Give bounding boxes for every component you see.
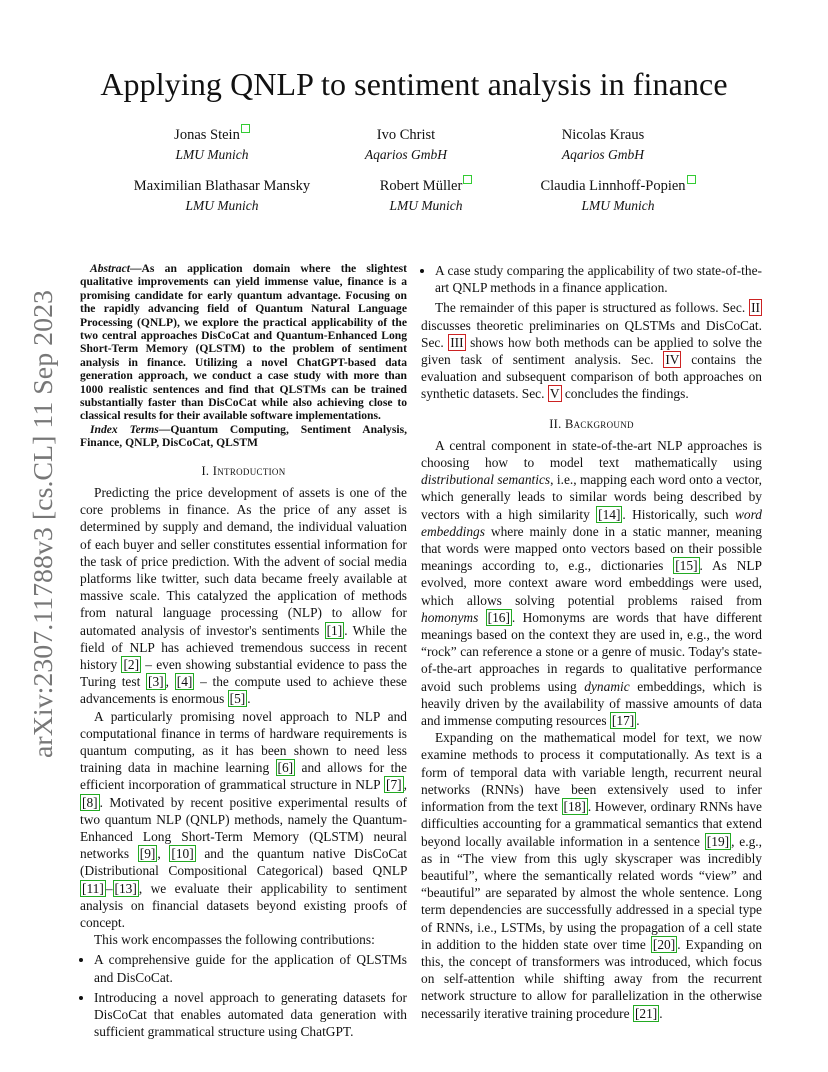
arxiv-identifier-stamp (18, 288, 64, 758)
author-affiliation: LMU Munich (185, 198, 259, 213)
citation-link[interactable]: [2] (123, 656, 140, 672)
author-name: Jonas Stein (174, 127, 240, 143)
section-heading-introduction: I. Introduction (201, 463, 286, 478)
citation-link[interactable]: [1] (326, 622, 343, 638)
emphasis: distributional semantics (421, 472, 551, 488)
abstract (80, 262, 407, 423)
text-run: . While the field of NLP has achieved tremendous success in recent history (80, 622, 407, 672)
author-block (473, 127, 733, 163)
citation-link[interactable]: [21] (634, 1005, 658, 1021)
text-run: where mainly done in a static manner, meaning that words were mapped onto vectors based on their possible meanings according to, e.g., dictionaries (421, 523, 762, 574)
structure-paragraph (421, 299, 762, 402)
text-run: . Motivated by recent positive experimental results of two quantum NLP (QNLP) methods, namely the Quantum-Enhanced Long Short-Term Memory (QLSTM) neural networks (80, 794, 407, 862)
author-affiliation: Aqarios GmbH (561, 147, 645, 162)
orcid-icon[interactable] (687, 175, 696, 184)
text-run: – (105, 880, 113, 896)
intro-paragraph-3: This work encompasses the following contributions: (94, 932, 375, 948)
intro-paragraph-1 (80, 484, 407, 708)
author-affiliation: Aqarios GmbH (364, 147, 448, 162)
text-run: discusses theoretic preliminaries on QLSTMs and DisCoCat. Sec. (421, 317, 762, 350)
emphasis: word embeddings (421, 506, 762, 539)
author-affiliation: LMU Munich (581, 198, 655, 213)
text-run: and allows for the efficient incorporation of grammatical structure in NLP (80, 760, 407, 793)
abstract-text: —As an application domain where the slightest qualitative improvements can yield immense value, finance is a promising candidate for early quantum advantage. Focusing on the rapidly advancing field of Quantum Natural Language Processing (QNLP), we explore the practical applicability of the two central approaches DisCoCat and Quantum-Enhanced Long Short-Term Memory (QLSTM) to the problem of sentiment analysis in finance. Utilizing a novel ChatGPT-based data generation approach, we conduct a case study with more than 1000 realistic sentences and find that QLSTMs can be trained substantially faster than DisCoCat while also achieving close to classical results for their available software implementations. (80, 262, 407, 423)
list-item: • A case study comparing the applicability of two state-of-the-art QNLP methods in a finance application. (435, 262, 762, 296)
section-heading-background: II. Background (549, 416, 634, 431)
emphasis: homonyms (421, 609, 479, 625)
text-run: Predicting the price development of assets is one of the core problems in finance. As the price of any asset is determined by supply and demand, the individual valuation of each buyer and seller constitutes essential information for the task of price prediction. With the advent of social media platforms like twitter, such data became freely available at massive scale. This catalyzed the application of methods from natural language processing (NLP) to allow for automated analysis of investor's sentiments (80, 484, 407, 638)
arxiv-identifier-text: arXiv:2307.11788v3 [cs.CL] 11 Sep 2023 (28, 305, 58, 758)
contributions-list-continued (421, 262, 762, 296)
list-item: • Introducing a novel approach to generating datasets for DisCoCat that enables automated data generation with sufficient grammatical structure using ChatGPT. (94, 989, 407, 1041)
orcid-icon[interactable] (241, 124, 250, 133)
text-run: A particularly promising novel approach to NLP and computational finance in terms of hardware requirements is quantum computing, as it has been shown to need less training data in machine learning (80, 708, 407, 776)
citation-link[interactable]: [19] (706, 833, 730, 849)
text-run: . Homonyms are words that have different meanings based on the context they are used in, e.g., the word “rock” can reference a stone or a genre of music. Today's state-of-the-art approaches in regards to qualitative performance avoid such problems using (421, 609, 762, 694)
author-affiliation: LMU Munich (175, 147, 249, 162)
citation-link[interactable]: [15] (675, 558, 698, 574)
citation-link[interactable]: [11] (82, 880, 104, 896)
citation-link[interactable]: [9] (139, 846, 156, 862)
right-column (421, 262, 762, 1022)
orcid-icon[interactable] (463, 175, 472, 184)
citation-link[interactable]: [16] (487, 609, 510, 625)
text-run: . Expanding on this, the concept of transformers was introduced, which focus on self-attention while shifting away from the recurrent network structure to allow for parallelization in the otherwise necessarily iterative training procedure (421, 936, 762, 1021)
citation-link[interactable]: [14] (598, 506, 621, 522)
citation-link[interactable]: [3] (148, 674, 164, 690)
citation-link[interactable]: [4] (176, 674, 193, 690)
emphasis: dynamic (584, 678, 630, 694)
background-paragraph-1 (421, 437, 762, 729)
text-run: . (659, 1005, 663, 1021)
citation-link[interactable]: [8] (82, 794, 98, 810)
text-run: . (636, 713, 640, 729)
citation-link[interactable]: [13] (114, 880, 137, 896)
text-run: concludes the findings. (561, 386, 689, 402)
text-run: The remainder of this paper is structured as follows. Sec. (435, 300, 746, 316)
intro-paragraph-2 (80, 708, 407, 932)
left-column (80, 262, 407, 1043)
section-link[interactable]: IV (665, 352, 680, 368)
text-run: contains the evaluation and subsequent comparison of both approaches on synthetic datasets. Sec. (421, 352, 763, 402)
author-block (488, 178, 748, 214)
list-item: • A comprehensive guide for the application of QLSTMs and DisCoCat. (94, 951, 407, 985)
text-run: shows how both methods can be applied to solve the given task of sentiment analysis. Sec. (421, 334, 762, 368)
abstract-lead: Abstract (90, 262, 130, 275)
text-run: , (165, 674, 175, 690)
text-run: – the compute used to achieve these advancements is enormous (80, 674, 407, 707)
citation-link[interactable]: [20] (652, 936, 676, 952)
citation-link[interactable]: [18] (563, 799, 586, 815)
citation-link[interactable]: [17] (611, 713, 635, 729)
citation-link[interactable]: [6] (277, 760, 294, 776)
text-run: and the quantum native DisCoCat (Distributional Compositional Categorical) based QNLP (80, 846, 407, 879)
index-terms-text: —Quantum Computing, Sentiment Analysis, Finance, QNLP, DisCoCat, QLSTM (80, 422, 407, 450)
text-run: . (247, 691, 251, 707)
paper-title: Applying QNLP to sentiment analysis in finance (100, 66, 728, 102)
text-run: – even showing substantial evidence to pass the Turing test (80, 656, 407, 690)
contributions-list (80, 951, 407, 1040)
author-name: Nicolas Kraus (561, 127, 645, 143)
author-name: Claudia Linnhoff-Popien (540, 178, 686, 194)
text-run: , (403, 777, 407, 793)
text-run: . Historically, such (622, 506, 735, 522)
section-link[interactable]: II (751, 300, 760, 316)
text-run: , we evaluate their applicability to sentiment analysis on financial datasets beyond existing proofs of concept. (80, 880, 407, 930)
citation-link[interactable]: [10] (171, 846, 194, 862)
citation-link[interactable]: [5] (229, 691, 246, 707)
section-link[interactable]: III (450, 334, 464, 350)
text-run: . As NLP evolved, more context aware word embeddings were used, which allows solving potential problems raised from (421, 558, 762, 608)
author-name: Robert Müller (379, 178, 463, 194)
background-paragraph-2 (421, 729, 762, 1021)
citation-link[interactable]: [7] (386, 777, 402, 793)
text-run: embeddings, which is heavily driven by the availability of massive amounts of data and immense computing resources (421, 678, 762, 729)
index-terms (80, 423, 407, 450)
index-terms-lead: Index Terms (90, 422, 159, 436)
author-name: Maximilian Blathasar Mansky (133, 178, 311, 194)
text-run: , i.e., mapping each word onto a vector, which generally leads to similar words being described by vectors with a high similarity (421, 472, 762, 522)
text-run: A central component in state-of-the-art NLP approaches is choosing how to model text mathematically using (421, 437, 762, 471)
text-run: Expanding on the mathematical model for text, we now examine methods to process it computationally. As text is a form of temporal data with variable length, recurrent neural networks (RNNs) have been extensively used to infer information from the text (421, 730, 762, 815)
text-run: . However, ordinary RNNs have difficulties accounting for a grammatical semantics that extend beyond locally available information in a sentence (421, 799, 762, 849)
text-run: , e.g., as in “The view from this ugly skyscraper was incredibly beautiful”, where the semantically related words “view” and “beautiful” are separated by almost the whole sentence. Long term dependencies are successfully addressed in a special type of RNNs, i.e., LSTMs, by using the propagation of a cell state in addition to the hidden state over time (421, 833, 762, 952)
section-link[interactable]: V (549, 386, 560, 402)
author-affiliation: LMU Munich (389, 198, 463, 213)
text-run: , (157, 846, 170, 862)
author-name: Ivo Christ (376, 127, 436, 143)
